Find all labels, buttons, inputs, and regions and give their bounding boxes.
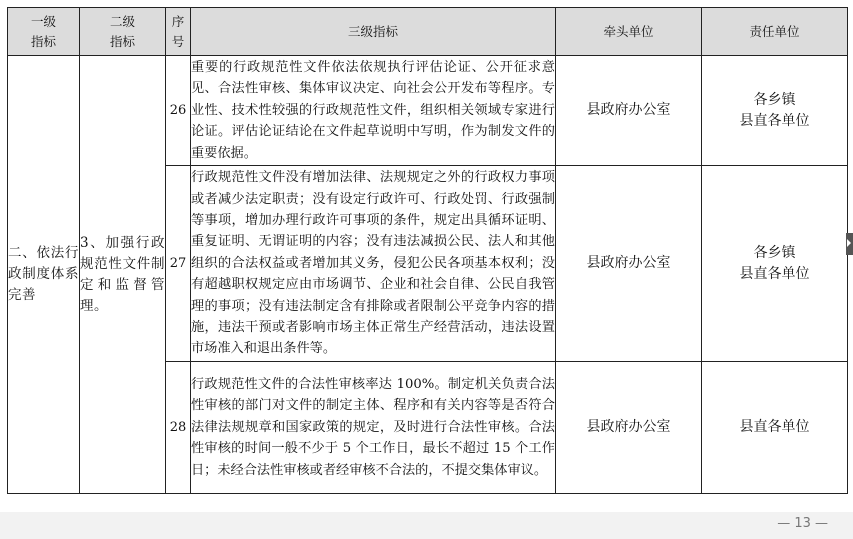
header-level2: 二级 指标 (80, 8, 166, 56)
level2-indicator: 3、加强行政规范性文件制定和监督管理。 (80, 56, 166, 494)
row-content: 重要的行政规范性文件依法依规执行评估论证、公开征求意见、合法性审核、集体审议决定、向社会公开发布等程序。专业性、技术性较强的行政规范性文件，组织相关领域专家进行论证。评估论证结论在文件起草说明中写明，作为制发文件的重要依据。 (191, 56, 556, 166)
row-resp-unit: 各乡镇 县直各单位 (702, 56, 848, 166)
header-level1: 一级 指标 (8, 8, 80, 56)
row-resp-unit: 县直各单位 (702, 362, 848, 494)
header-seq: 序 号 (166, 8, 191, 56)
row-content: 行政规范性文件没有增加法律、法规规定之外的行政权力事项或者减少法定职责；没有设定行政许可、行政处罚、行政强制等事项，增加办理行政许可事项的条件，规定出具循环证明、重复证明、无谓证明的内容；没有违法减损公民、法人和其他组织的合法权益或者增加其义务，侵犯公民各项基本权利；没有超越职权规定应由市场调节、企业和社会自律、公民自我管理的事项；没有违法制定含有排除或者限制公平竞争内容的措施，违法干预或者影响市场主体正常生产经营活动，违法设置市场准入和退出条件等。 (191, 166, 556, 362)
row-seq: 27 (166, 166, 191, 362)
side-expand-handle[interactable] (846, 233, 853, 255)
table-row (8, 56, 848, 166)
row-lead-unit: 县政府办公室 (556, 362, 702, 494)
header-resp-unit: 责任单位 (702, 8, 848, 56)
page-bottom-margin (0, 512, 853, 539)
row-seq: 26 (166, 56, 191, 166)
row-seq: 28 (166, 362, 191, 494)
level1-indicator: 二、依法行政制度体系完善 (8, 56, 80, 494)
chevron-right-icon (847, 239, 851, 247)
row-lead-unit: 县政府办公室 (556, 166, 702, 362)
row-resp-unit: 各乡镇 县直各单位 (702, 166, 848, 362)
row-content: 行政规范性文件的合法性审核率达 100%。制定机关负责合法性审核的部门对文件的制定主体、程序和有关内容等是否符合法律法规规章和国家政策的规定，及时进行合法性审核。合法性审核的时间一般不少于 5 个工作日，最长不超过 15 个工作日；未经合法性审核或者经审核不合法的，不提交集体审议。 (191, 362, 556, 494)
page-number: — 13 — (777, 516, 828, 531)
table-header-row (8, 8, 848, 56)
header-level3: 三级指标 (191, 8, 556, 56)
header-lead-unit: 牵头单位 (556, 8, 702, 56)
row-lead-unit: 县政府办公室 (556, 56, 702, 166)
indicator-table (7, 7, 848, 494)
